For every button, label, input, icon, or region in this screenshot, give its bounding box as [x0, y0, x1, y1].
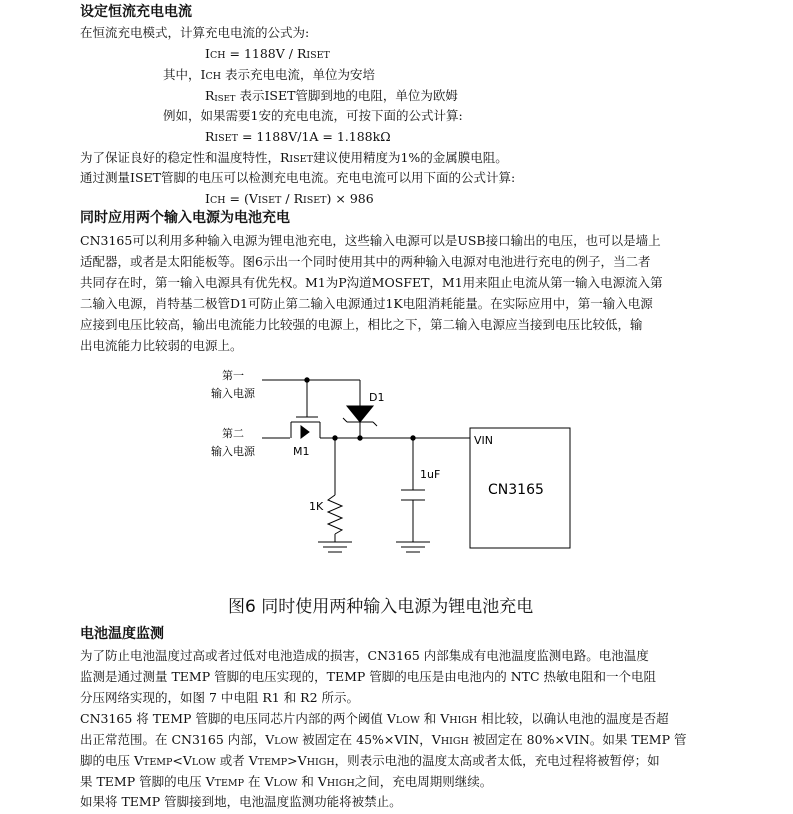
vin-pin-label: VIN [474, 434, 493, 447]
where-r-line: $R_{ISET}$ 表示ISET管脚到地的电阻，单位为欧姆 [205, 88, 458, 104]
capacitor-label: 1uF [420, 468, 441, 481]
section-heading-temperature: 电池温度监测 [80, 626, 164, 642]
measure-text: 通过测量ISET管脚的电压可以检测充电电流。充电电流可以用下面的公式计算: [80, 170, 516, 185]
input2-label-line2: 输入电源 [211, 445, 255, 458]
intro-text: 在恒流充电模式，计算充电电流的公式为: [80, 25, 310, 40]
m1-label: M1 [293, 445, 310, 458]
d1-label: D1 [369, 391, 385, 404]
paragraph-line: 分压网络实现的，如图 7 中电阻 R1 和 R2 所示。 [80, 690, 360, 705]
formula-ich: ICH = 1188V / RISET [205, 46, 330, 61]
paragraph-line: 为了防止电池温度过高或者过低对电池造成的损害，CN3165 内部集成有电池温度监测电路。电池温度 [80, 648, 649, 663]
paragraph-line: 出正常范围。在 CN3165 内部，VLOW 被固定在 45%×VIN，VHIGH 被固定在 80%×VIN。如果 TEMP 管 [80, 732, 687, 747]
input1-label-line2: 输入电源 [211, 387, 255, 400]
example-text: 例如，如果需要1安的充电电流，可按下面的公式计算: [163, 108, 463, 123]
paragraph-line: 监测是通过测量 TEMP 管脚的电压实现的，TEMP 管脚的电压是由电池内的 NTC 热敏电阻和一个电阻 [80, 669, 657, 684]
formula-rset: RISET = 1188V/1A = 1.188kΩ [205, 129, 391, 144]
paragraph-line: 共同存在时，第一输入电源具有优先权。M1为P沟道MOSFET，M1用来阻止电流从第一输入电源流入第 [80, 275, 663, 290]
paragraph-line: 脚的电压 VTEMP<VLOW 或者 VTEMP>VHIGH，则表示电池的温度太高或者太低，充电过程将被暂停；如 [80, 753, 660, 768]
formula-measure: ICH = (VISET / RISET) × 986 [205, 191, 374, 206]
where-ich-line: 其中，ICH 表示充电电流，单位为安培 [163, 67, 376, 82]
paragraph-line: 二输入电源，肖特基二极管D1可防止第二输入电源通过1K电阻消耗能量。在实际应用中，第一输入电源 [80, 296, 653, 311]
paragraph-line: CN3165 将 TEMP 管脚的电压同芯片内部的两个阈值 VLOW 和 VHIGH 相比较，以确认电池的温度是否超 [80, 711, 669, 726]
resistor-label: 1K [309, 500, 324, 513]
paragraph-line: 如果将 TEMP 管脚接到地，电池温度监测功能将被禁止。 [80, 794, 402, 809]
section-heading-dual-input: 同时应用两个输入电源为电池充电 [80, 210, 290, 226]
stability-text: 为了保证良好的稳定性和温度特性，RISET建议使用精度为1%的金属膜电阻。 [80, 150, 508, 165]
circuit-diagram [0, 360, 793, 592]
input2-label-line1: 第二 [222, 427, 244, 440]
paragraph-line: 适配器，或者是太阳能板等。图6示出一个同时使用其中的两种输入电源对电池进行充电的例子，当二者 [80, 254, 651, 269]
input1-label-line1: 第一 [222, 369, 244, 382]
paragraph-line: CN3165可以利用多种输入电源为锂电池充电，这些输入电源可以是USB接口输出的电压，也可以是墙上 [80, 233, 661, 248]
chip-label: CN3165 [488, 482, 544, 498]
paragraph-line: 出电流能力比较弱的电源上。 [80, 338, 243, 353]
figure-caption: 图6 同时使用两种输入电源为锂电池充电 [228, 597, 534, 617]
section-heading-current: 设定恒流充电电流 [80, 4, 192, 20]
paragraph-line: 应接到电压比较高，输出电流能力比较强的电源上，相比之下，第二输入电源应当接到电压比较低，输 [80, 317, 643, 332]
paragraph-line: 果 TEMP 管脚的电压 VTEMP 在 VLOW 和 VHIGH之间，充电周期则继续。 [80, 774, 493, 789]
